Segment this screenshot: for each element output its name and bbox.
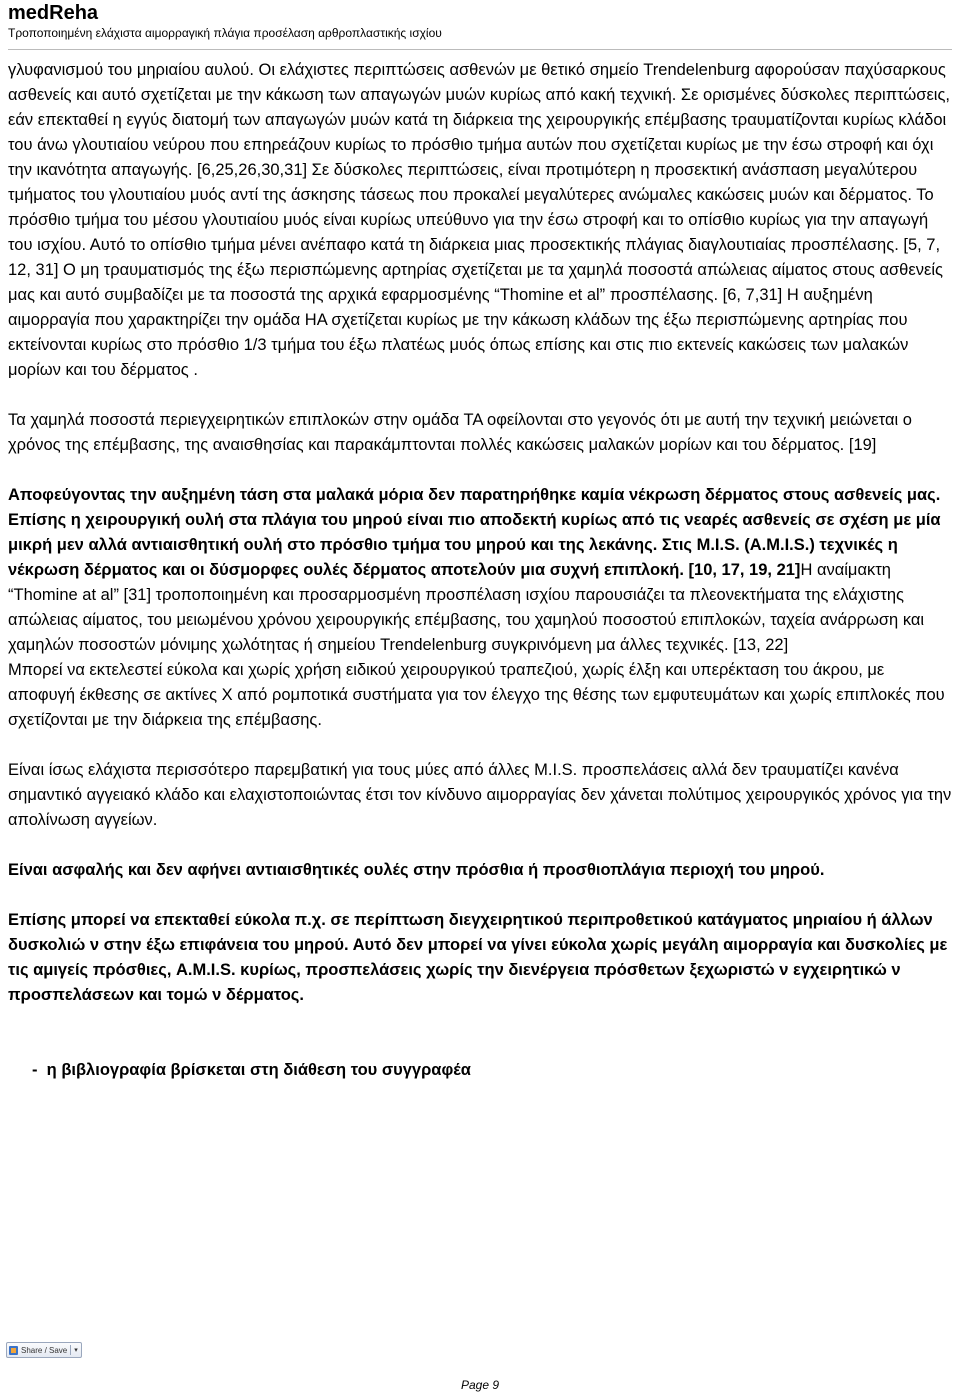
paragraph-3-bold: Αποφεύγοντας την αυξημένη τάση στα μαλακά μόρια δεν παρατηρήθηκε καμία νέκρωση δέρματος στους ασθενείς μας. Επίσης η χειρουργική ουλή στα πλάγια του μηρού είναι πιο αποδεκτή κυρίως από τις νεαρές ασθενείς σε σχέση με μία μικρή μεν αλλά αντιαισθητική ουλή στο πρόσθιο τμήμα του μηρού και της λεκάνης. Στις M.I.S. (A.M.I.S.) τεχνικές η νέκρωση δέρματος και οι δύσμορφες ουλές δέρματος αποτελούν μια συχνή επιπλοκή. [10, 17, 19, 21] [8,486,941,579]
paragraph-6: Επίσης μπορεί να επεκταθεί εύκολα π.χ. σε περίπτωση διεγχειρητικού περιπροθετικού κατάγματος μηριαίου ή άλλων δυσκολιώ ν στην έξω επιφάνεια του μηρού. Αυτό δεν μπορεί να γίνει εύκολα χωρίς μεγάλη αιμορραγία και δυσκολίες με τις αμιγείς πρόσθιες, A.M.I.S. κυρίως, προσπελάσεις χωρίς την διενέργεια πρόσθετων ξεχωριστώ ν εγχειρητικώ ν προσπελάσεων και τομώ ν δέρματος. [8,911,948,1004]
paragraph-3-normal: Η αναίμακτη “Thomine at al” [31] τροποποιημένη και προσαρμοσμένη προσπέλαση ισχίου παρουσιάζει τα πλεονεκτήματα της ελάχιστης απώλειας αίματος, του μειωμένου χρόνου χειρουργικής επέμβασης, του χαμηλού ποσοστού επιπλοκών, ταχεία ανάρρωση και χαμηλών ποσοστών μόνιμης χωλότητας ή σημείου Trendelenburg συγκρινόμενη μα άλλες τεχνικές. [13, 22] [8,561,925,654]
share-icon [9,1346,18,1355]
paragraph-1 [8,58,952,383]
paragraph-4: Είναι ίσως ελάχιστα περισσότερο παρεμβατική για τους μύες από άλλες M.I.S. προσπελάσεις αλλά δεν τραυματίζει κανένα σημαντικό αγγειακό κλάδο και ελαχιστοποιώντας έτσι τον κίνδυνο αιμορραγίας δεν χάνεται πολύτιμος χειρουργικός χρόνος για την απολίνωση αγγείων. [8,761,952,829]
paragraph-3 [8,483,952,733]
share-save-button[interactable] [6,1342,82,1358]
bibliography-note [32,1058,952,1083]
bullet-marker: - [32,1061,38,1079]
site-title: medReha [8,2,99,24]
share-save-label: Share / Save [21,1345,68,1355]
chevron-down-icon: ▾ [74,1347,78,1354]
bibliography-note-text: η βιβλιογραφία βρίσκεται στη διάθεση του συγγραφέα [46,1061,471,1079]
page-header [0,0,960,41]
paragraph-2: Τα χαμηλά ποσοστά περιεγχειρητικών επιπλοκών στην ομάδα ΤΑ οφείλονται στο γεγονός ότι με αυτή την τεχνική μειώνεται ο χρόνος της επέμβασης, της αναισθησίας και παρακάμπτονται πολλές κακώσεις μαλακών μορίων και του δέρματος. [19] [8,411,912,454]
paragraph-5: Είναι ασφαλής και δεν αφήνει αντιαισθητικές ουλές στην πρόσθια ή προσθιοπλάγια περιοχή του μηρού. [8,861,825,879]
article-body [0,50,960,1083]
page-number: Page 9 [460,1378,500,1392]
paragraph-3-line2: Μπορεί να εκτελεστεί εύκολα και χωρίς χρήση ειδικού χειρουργικού τραπεζιού, χωρίς έλξη και υπερέκταση του άκρου, με αποφυγή έκθεσης σε ακτίνες Χ από ρομποτικά συστήματα για τον έλεγχο της θέσης των εμφυτευμάτων και χωρίς επιπλοκές που σχετίζονται με την διάρκεια της επέμβασης. [8,661,945,729]
paragraph-1-text: γλυφανισμού του μηριαίου αυλού. Οι ελάχιστες περιπτώσεις ασθενών με θετικό σημείο Trendelenburg αφορούσαν παχύσαρκους ασθενείς και αυτό σχετίζεται με την κάκωση των απαγωγών μυών κυρίως από κακή τεχνική. Σε ορισμένες δύσκολες περιπτώσεις, εάν επεκταθεί η εγγύς διατομή των απαγωγών μυών κατά τη διάρκεια της χειρουργικής επέμβασης τραυματίζονται κυρίως κλάδοι του άνω γλουτιαίου νεύρου που επηρεάζουν κυρίως το πρόσθιο τμήμα αυτών που σχετίζεται κυρίως με την έσω στροφή και όχι την ικανότητα απαγωγής. [6,25,26,30,31] Σε δύσκολες περιπτώσεις, είναι προτιμότερη η προσεκτική ανάσπαση μεγαλύτερου τμήματος του γλουτιαίου μυός αντί της άσκησης τάσεως που προκαλεί μεγαλύτερες ανώμαλες κακώσεις μυών και δέρματος. Το πρόσθιο τμήμα του μέσου γλουτιαίου μυός είναι κυρίως υπεύθυνο για την έσω στροφή και το οπίσθιο κυρίως για την απαγωγή του ισχίου. Αυτό το οπίσθιο τμήμα μένει ανέπαφο κατά τη διάρκεια μιας προσεκτικής πλάγιας διαγλουτιαίας προσπέλασης. [5, 7, 12, 31] O μη τραυματισμός της έξω περισπώμενης αρτηρίας σχετίζεται με τα χαμηλά ποσοστά απώλειας αίματος στους ασθενείς μας και αυτό συμβαδίζει με τα ποσοστά της αρχικά εφαρμοσμένης “Thomine et al” προσπέλασης. [6, 7,31] Η αυξημένη αιμορραγία που χαρακτηρίζει την ομάδα ΗΑ σχετίζεται κυρίως με την κάκωση κλάδων της έξω περισπώμενης αρτηρίας που εκτείνονται κυρίως στο πρόσθιο 1/3 τμήμα του έξω πλατέως μυός όπως επίσης και στις πιο εκτενείς κακώσεις των μαλακών μορίων και του δέρματος . [8,61,950,379]
article-subtitle: Τροποποιημένη ελάχιστα αιμορραγική πλάγια προσέλαση αρθροπλαστικής ισχίου [8,26,442,40]
